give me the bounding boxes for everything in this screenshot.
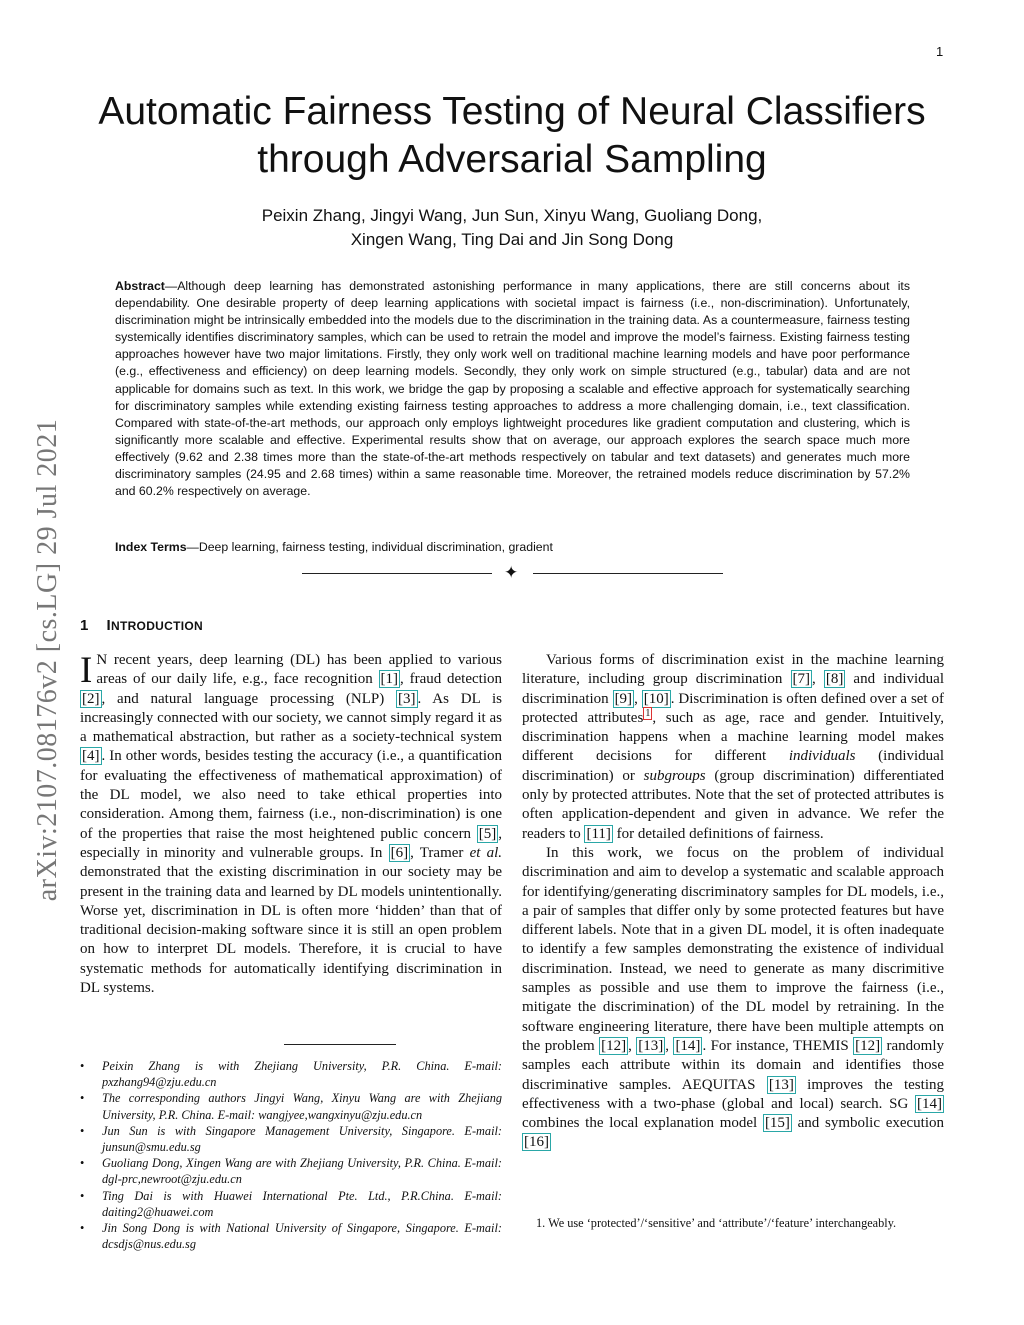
citation-link[interactable]: [15] <box>764 1115 790 1132</box>
citation-link[interactable]: [12] <box>601 1037 627 1054</box>
italic-text: et al. <box>469 844 503 861</box>
drop-cap: I <box>80 650 93 691</box>
citation-link[interactable]: [11] <box>586 825 611 842</box>
text: . For instance, THEMIS <box>702 1037 854 1054</box>
right-column <box>522 651 944 1153</box>
citation-link[interactable]: [4] <box>82 748 100 765</box>
citation-link[interactable]: [16] <box>524 1134 549 1151</box>
abstract-label: Abstract <box>115 279 165 293</box>
arxiv-identifier: arXiv:2107.08176v2 [cs.LG] 29 Jul 2021 <box>32 418 63 902</box>
section-heading-introduction <box>80 617 203 634</box>
author-affiliation-footnotes <box>80 1058 502 1252</box>
arxiv-sidebar <box>28 370 68 950</box>
section-number: 1 <box>80 617 89 634</box>
citation-link[interactable]: [7] <box>792 671 811 688</box>
italic-text: individuals <box>788 748 856 765</box>
citation-link[interactable]: [8] <box>825 671 844 688</box>
text: (group discrimination) differentiated only by protected attributes. Note that the set of protected attributes is often application-dependent and given in advance. We refer the readers to <box>522 767 944 842</box>
abstract <box>115 278 910 500</box>
text: and individual discrimination <box>522 671 944 707</box>
citation-link[interactable]: [2] <box>82 690 100 707</box>
citation-link[interactable]: [12] <box>855 1037 881 1054</box>
text: , <box>812 671 824 688</box>
text: combines the local explanation model <box>522 1115 763 1132</box>
intro-paragraph-3 <box>522 844 944 1153</box>
citation-link[interactable]: [14] <box>675 1037 701 1054</box>
footnote-link[interactable]: 1 <box>645 707 651 719</box>
authors-line-1: Peixin Zhang, Jingyi Wang, Jun Sun, Xinyu Wang, Guoliang Dong, <box>261 206 763 225</box>
text: (individual discrimination) or <box>522 748 944 784</box>
citation-link[interactable]: [3] <box>398 690 416 707</box>
text: for detailed definitions of fairness. <box>612 825 824 842</box>
footnote-item: • Jun Sun is with Singapore Management University, Singapore. E-mail: junsun@smu.edu.sg <box>80 1123 502 1155</box>
separator-line-right <box>533 573 723 574</box>
text: In this work, we focus on the problem of individual discrimination and aim to develop a systematic and scalable approach for identifying/generating discriminatory samples for DL models, i.e., a pair of samples that differ only by some protected features but have different labels. Note that in a given DL model, it is often inadequate to identify a few samples demonstrating the existence of individual discrimination. Instead, we need to generate as many discrimitive samples as possible and use them to improve the fairness (i.e., mitigate the discrimination) of the DL model by retraining. In the software engineering literature, there have been multiple attempts on the problem <box>522 844 944 1054</box>
title-line-1: Automatic Fairness Testing of Neural Classifiers <box>98 90 926 133</box>
text: . In other words, besides testing the accuracy (i.e., a quantification for evaluating the effectiveness of mathematical approximation) of the DL model, we also need to take ethical properties into consideration. Among them, fairness (i.e., non-discrimination) is one of the properties that raise the most heightened public concern <box>80 748 502 842</box>
italic-text: subgroups <box>643 767 706 784</box>
citation-link[interactable]: [6] <box>390 844 409 861</box>
footnote-item: • Peixin Zhang is with Zhejiang University, P.R. China. E-mail: pxzhang94@zju.edu.cn <box>80 1058 502 1090</box>
text: , such as age, race and gender. Intuitively, discrimination happens when a machine learning model makes different decisions for different <box>522 709 945 765</box>
text: N recent years, deep learning (DL) has been applied to various areas of our daily life, e.g., face recognition <box>96 652 502 688</box>
authors-line-2: Xingen Wang, Ting Dai and Jin Song Dong <box>350 230 674 249</box>
index-terms <box>115 539 910 556</box>
text: . As DL is increasingly connected with our society, we cannot simply regard it as a mathematical abstraction, but rather as a society-technical system <box>80 690 502 746</box>
text: , and natural language processing (NLP) <box>101 690 397 707</box>
citation-link[interactable]: [1] <box>380 671 399 688</box>
citation-link[interactable]: [10] <box>643 690 669 707</box>
paper-title <box>80 88 944 184</box>
footnote-1: 1. We use ‘protected’/‘sensitive’ and ‘attribute’/‘feature’ interchangeably. <box>536 1216 897 1230</box>
title-line-2: through Adversarial Sampling <box>257 138 767 181</box>
text: and symbolic execution <box>791 1115 944 1132</box>
text: improves the testing effectiveness with a two-phase (global and local) search. SG <box>522 1076 944 1112</box>
intro-paragraph-1 <box>80 651 502 998</box>
index-terms-label: Index Terms <box>115 540 187 554</box>
text: demonstrated that the existing discrimination in our society may be present in the training data and learned by DL models unintentionally. Worse yet, discrimination in DL is often more ‘hidden’ than that of traditional decision-making software since it is still an open problem on how to interpret DL models. Therefore, it is crucial to have systematic methods for automatically identifying discrimination in DL systems. <box>80 864 502 997</box>
text: , <box>628 1037 637 1054</box>
text: . Discrimination is often defined over a set of protected attributes <box>522 690 945 726</box>
text: , fraud detection <box>400 671 503 688</box>
text: Various forms of discrimination exist in the machine learning literature, including group discrimination <box>522 652 944 688</box>
footnote-rule <box>284 1044 396 1045</box>
left-column <box>80 651 502 998</box>
text: , <box>634 690 642 707</box>
intro-paragraph-2 <box>522 651 944 844</box>
footnote-item: • Guoliang Dong, Xingen Wang are with Zhejiang University, P.R. China. E-mail: dgl-prc,newroot@zju.edu.cn <box>80 1155 502 1187</box>
section-title-rest: NTRODUCTION <box>111 619 203 633</box>
footnote-item: • The corresponding authors Jingyi Wang, Xinyu Wang are with Zhejiang University, P.R. China. E-mail: wangjyee,wangxinyu@zju.edu.cn <box>80 1090 502 1122</box>
text: , <box>665 1037 674 1054</box>
text: , Tramer <box>410 844 470 861</box>
footnote-item: • Jin Song Dong is with National University of Singapore, Singapore. E-mail: dcsdjs@nus.edu.sg <box>80 1220 502 1252</box>
footnote-item: • Ting Dai is with Huawei International Pte. Ltd., P.R.China. E-mail: daiting2@huawei.com <box>80 1188 502 1220</box>
citation-link[interactable]: [13] <box>768 1076 794 1093</box>
citation-link[interactable]: [9] <box>614 690 633 707</box>
abstract-text: —Although deep learning has demonstrated astonishing performance in many applications, there are still concerns about its dependability. One desirable property of deep learning applications with societal impact is fairness (i.e., non-discrimination). Unfortunately, discrimination might be intrinsically embedded into the models due to the discrimination in the training data. As a countermeasure, fairness testing systemically identifies discriminatory samples, which can be used to retrain the model and improve the model’s fairness. Existing fairness testing approaches however have two major limitations. Firstly, they only work well on traditional machine learning models and have poor performance (e.g., effectiveness and efficiency) on deep learning models. Secondly, they only work on simple structured (e.g., tabular) data and are not applicable for domains such as text. In this work, we bridge the gap by proposing a scalable and effective approach for systematically searching for discriminatory samples while extending existing fairness testing approaches to address a more challenging domain, i.e., text classification. Compared with state-of-the-art methods, our approach only employs lightweight procedures like gradient computation and clustering, which is significantly more scalable and effective. Experimental results show that on average, our approach explores the search space much more effectively (9.62 and 2.38 times more than the state-of-the-art methods respectively on tabular and text datasets) and generates much more discriminatory samples (24.95 and 2.68 times) within a same reasonable time. Moreover, the retrained models reduce discrimination by 57.2% and 60.2% respectively on average. <box>115 279 910 499</box>
citation-link[interactable]: [5] <box>478 825 497 842</box>
section-title-initial: I <box>106 617 111 634</box>
text: randomly samples each attribute within its domain and identifies those discriminative samples. AEQUITAS <box>522 1037 944 1093</box>
separator-line-left <box>302 573 492 574</box>
text: , especially in minority and vulnerable groups. In <box>80 825 502 861</box>
citation-link[interactable]: [14] <box>917 1095 942 1112</box>
index-terms-text: —Deep learning, fairness testing, individual discrimination, gradient <box>186 540 553 554</box>
separator-star-icon: ✦ <box>504 563 519 583</box>
author-list <box>160 204 864 252</box>
page-number: 1 <box>936 44 944 59</box>
citation-link[interactable]: [13] <box>638 1037 664 1054</box>
